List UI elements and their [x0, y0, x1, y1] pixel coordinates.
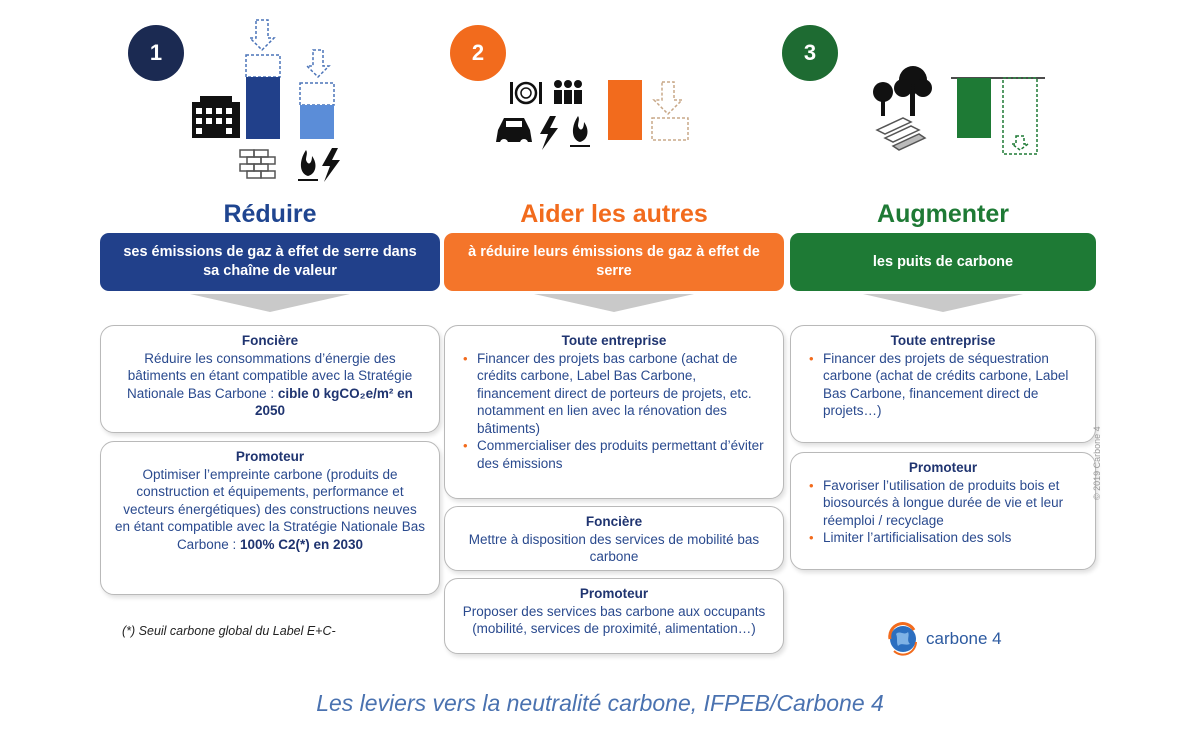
card-toute-entreprise [444, 325, 784, 499]
list-item: • Favoriser l’utilisation de produits bois et biosourcés à longue durée de vie et leur réemploi / recyclage [805, 477, 1081, 530]
card-text: Optimiser l’empreinte carbone (produits de construction et équipements, performance et vecteurs énergétiques) des constructions neuves en étant compatible avec la Stratégie Nationale Bas Carbone : 100% C2(*) en 2030 [115, 466, 425, 552]
flame-icon [573, 116, 588, 142]
column-banner: les puits de carbone [790, 233, 1096, 291]
card-title: Promoteur [908, 460, 978, 475]
bullet-list [459, 350, 769, 473]
step-number-badge: 1 [128, 25, 184, 81]
column-heading: Augmenter [877, 200, 1009, 228]
down-arrow [534, 294, 694, 312]
orange-emission-bar [608, 80, 642, 140]
card-promoteur [790, 452, 1096, 570]
avoided-emission-outline [652, 82, 688, 140]
plate-cutlery-icon [510, 82, 542, 104]
bullet-list [805, 350, 1081, 420]
list-item: • Commercialiser des produits permettant d’éviter des émissions [459, 437, 769, 472]
column-banner: à réduire leurs émissions de gaz à effet de serre [444, 233, 784, 291]
card-promoteur [100, 441, 440, 595]
timber-icon [877, 118, 925, 150]
big-emission-bar [246, 20, 280, 139]
card-title: Toute entreprise [890, 333, 996, 348]
card-title: Promoteur [579, 586, 649, 601]
down-arrow [190, 294, 350, 312]
step-number-badge: 3 [782, 25, 838, 81]
bricks-icon [240, 150, 275, 178]
flame-icon [301, 150, 316, 176]
list-item: • Financer des projets bas carbone (achat de crédits carbone, Label Bas Carbone, financement direct de porteurs de projets, etc. notamment en lien avec la rénovation des bâtiments) [459, 350, 769, 438]
list-item: • Limiter l’artificialisation des sols [805, 529, 1081, 547]
card-text: Proposer des services bas carbone aux occupants (mobilité, services de proximité, alimentation…) [462, 603, 766, 636]
trees-icon [873, 66, 932, 116]
globe-icon [886, 622, 920, 656]
column-heading: Aider les autres [520, 200, 708, 228]
card-title: Toute entreprise [561, 333, 667, 348]
card-title: Foncière [585, 514, 643, 529]
card-promoteur [444, 578, 784, 654]
additional-sink-outline [1003, 78, 1037, 154]
logo-text: carbone 4 [926, 629, 1002, 648]
green-sink-bar [957, 78, 991, 138]
card-text: Mettre à disposition des services de mobilité bas carbone [468, 531, 760, 564]
step-number-badge: 2 [450, 25, 506, 81]
column-banner: ses émissions de gaz à effet de serre dans sa chaîne de valeur [100, 233, 440, 291]
building-icon [192, 96, 240, 138]
bullet-list [805, 477, 1081, 547]
help-others-illustration [444, 10, 784, 190]
down-arrow [863, 294, 1023, 312]
copyright-notice: © 2019 Carbone 4 [1092, 426, 1102, 500]
card-text: Réduire les consommations d’énergie des bâtiments en étant compatible avec la Stratégie Nationale Bas Carbone : cible 0 kgCO₂e/m² en 2050 [127, 350, 413, 418]
card-title: Promoteur [235, 449, 305, 464]
small-emission-bar [300, 50, 334, 139]
reduce-emissions-illustration [100, 10, 440, 190]
figure-caption: Les leviers vers la neutralité carbone, IFPEB/Carbone 4 [316, 690, 884, 716]
column-heading: Réduire [223, 200, 317, 228]
carbone4-logo [886, 622, 1002, 656]
lightning-icon [322, 148, 340, 182]
card-title: Foncière [241, 333, 299, 348]
card-fonciere [100, 325, 440, 433]
card-fonciere [444, 506, 784, 571]
carbon-sink-illustration [790, 10, 1130, 190]
footnote: (*) Seuil carbone global du Label E+C- [122, 624, 336, 638]
lightning-icon [540, 116, 558, 150]
people-icon [554, 80, 582, 104]
card-toute-entreprise [790, 325, 1096, 443]
list-item: • Financer des projets de séquestration carbone (achat de crédits carbone, Label Bas Carbone, financement direct de projets…) [805, 350, 1081, 420]
car-icon [496, 118, 532, 147]
